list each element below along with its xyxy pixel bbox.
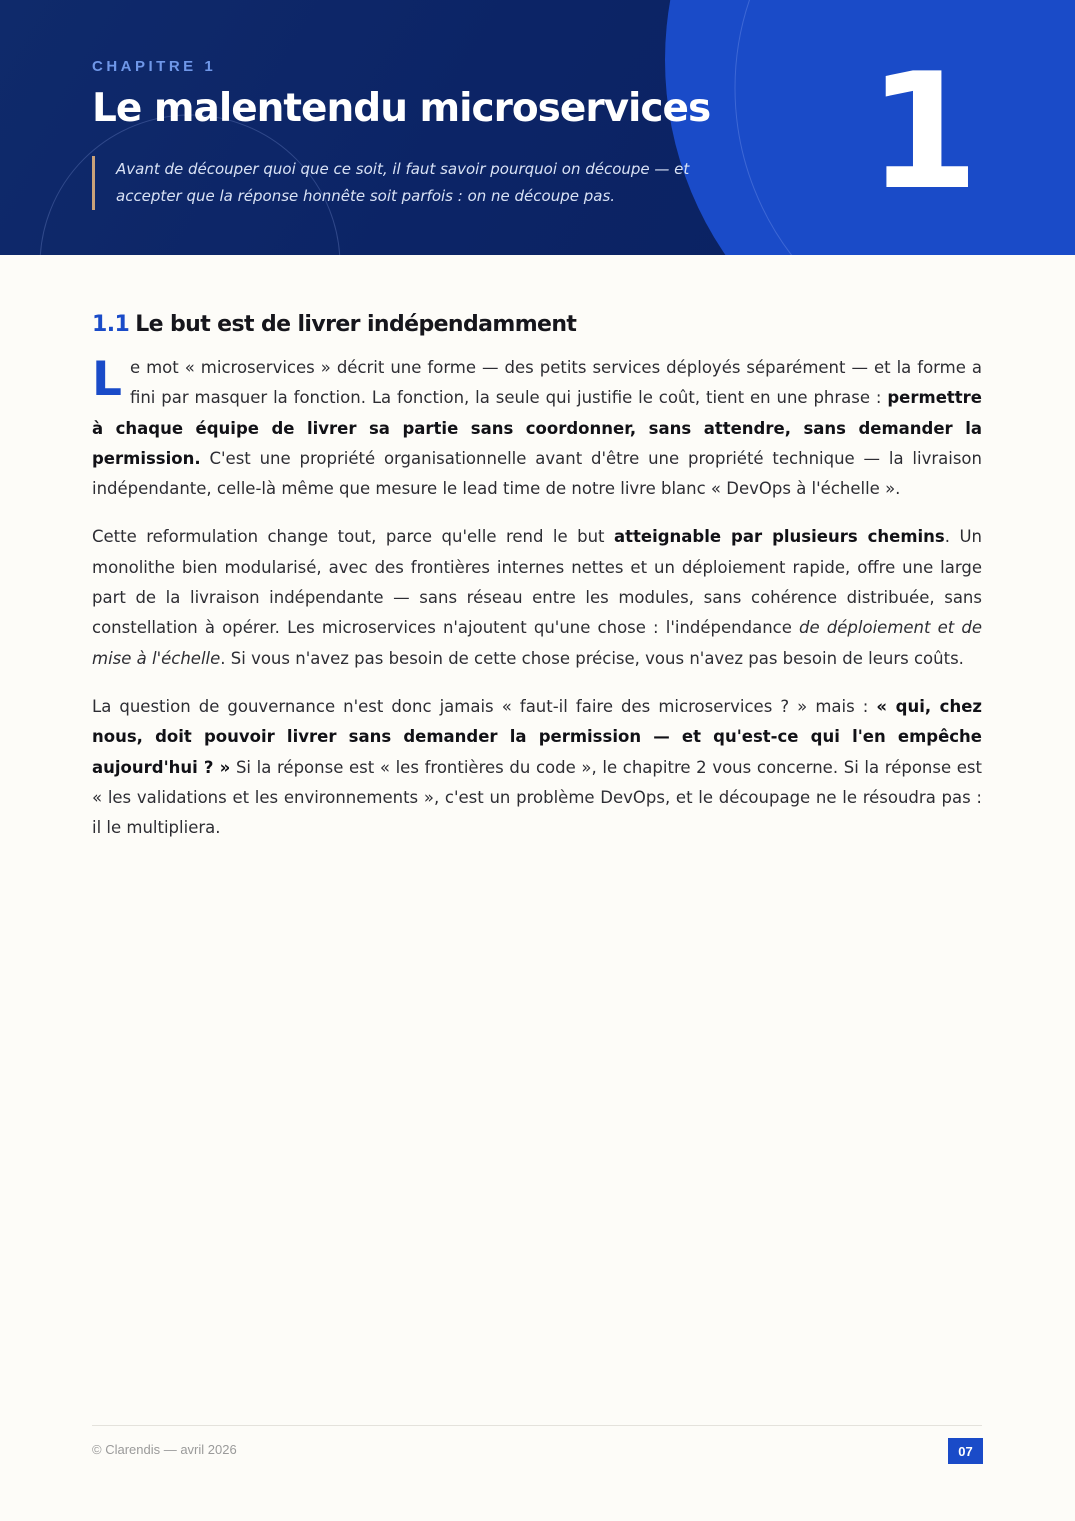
p2-text-c: . Un monolithe bien modularisé, avec des frontières internes nettes et un déploiement rapide, offre une large part de la livraison indépendante — sans réseau entre les modules, sans cohérence distribuée, sans constellation à opérer. Les microservices n'ajoutent qu'une chose : l'indépendance xyxy=(92,527,983,638)
paragraph-2 xyxy=(92,522,982,673)
chapter-lede: Avant de découper quoi que ce soit, il faut savoir pourquoi on découpe — et accepter que la réponse honnête soit parfois : on ne découpe pas. xyxy=(92,156,692,210)
section-number: 1.1 xyxy=(92,312,130,337)
chapter-big-number: 1 xyxy=(867,38,979,225)
chapter-label: CHAPITRE 1 xyxy=(92,58,217,75)
section-title: Le but est de livrer indépendamment xyxy=(135,312,577,337)
footer-copyright: © Clarendis — avril 2026 xyxy=(92,1442,237,1457)
page-content xyxy=(92,312,982,861)
chapter-header xyxy=(0,0,1075,255)
p3-text-c: Si la réponse est « les frontières du code », le chapitre 2 vous concerne. Si la réponse est « les validations et les environnements », c'est un problème DevOps, et le découpage ne le résoudra pas : il le multipliera. xyxy=(92,757,982,838)
page-number-badge: 07 xyxy=(948,1438,983,1464)
paragraph-3 xyxy=(92,692,982,843)
p2-italic: de déploiement et de mise à l'échelle xyxy=(92,618,983,668)
p1-text-a: e mot « microservices » décrit une forme — des petits services déployés séparément — et la forme a fini par masquer la fonction. La fonction, la seule qui justifie le coût, tient en une phrase : xyxy=(129,358,982,408)
p3-text-a: La question de gouvernance n'est donc jamais « faut-il faire des microservices ? » mais : xyxy=(92,696,877,716)
p2-bold: atteignable par plusieurs chemins xyxy=(613,527,945,547)
paragraph-1 xyxy=(92,353,982,504)
chapter-title: Le malentendu microservices xyxy=(92,86,711,131)
section-heading xyxy=(92,312,982,337)
p2-text-a: Cette reformulation change tout, parce qu'elle rend le but xyxy=(92,527,614,547)
p1-bold: permettre à chaque équipe de livrer sa partie sans coordonner, sans attendre, sans demander la permission. xyxy=(92,388,982,468)
p2-text-e: . Si vous n'avez pas besoin de cette chose précise, vous n'avez pas besoin de leurs coûts. xyxy=(220,648,964,668)
p3-bold: « qui, chez nous, doit pouvoir livrer sans demander la permission — et qu'est-ce qui l'en empêche aujourd'hui ? » xyxy=(92,696,982,777)
footer-divider xyxy=(92,1425,982,1426)
p1-text-c: C'est une propriété organisationnelle avant d'être une propriété technique — la livraison indépendante, celle-là même que mesure le lead time de notre livre blanc « DevOps à l'échelle ». xyxy=(92,448,982,499)
drop-cap: L xyxy=(92,352,122,407)
